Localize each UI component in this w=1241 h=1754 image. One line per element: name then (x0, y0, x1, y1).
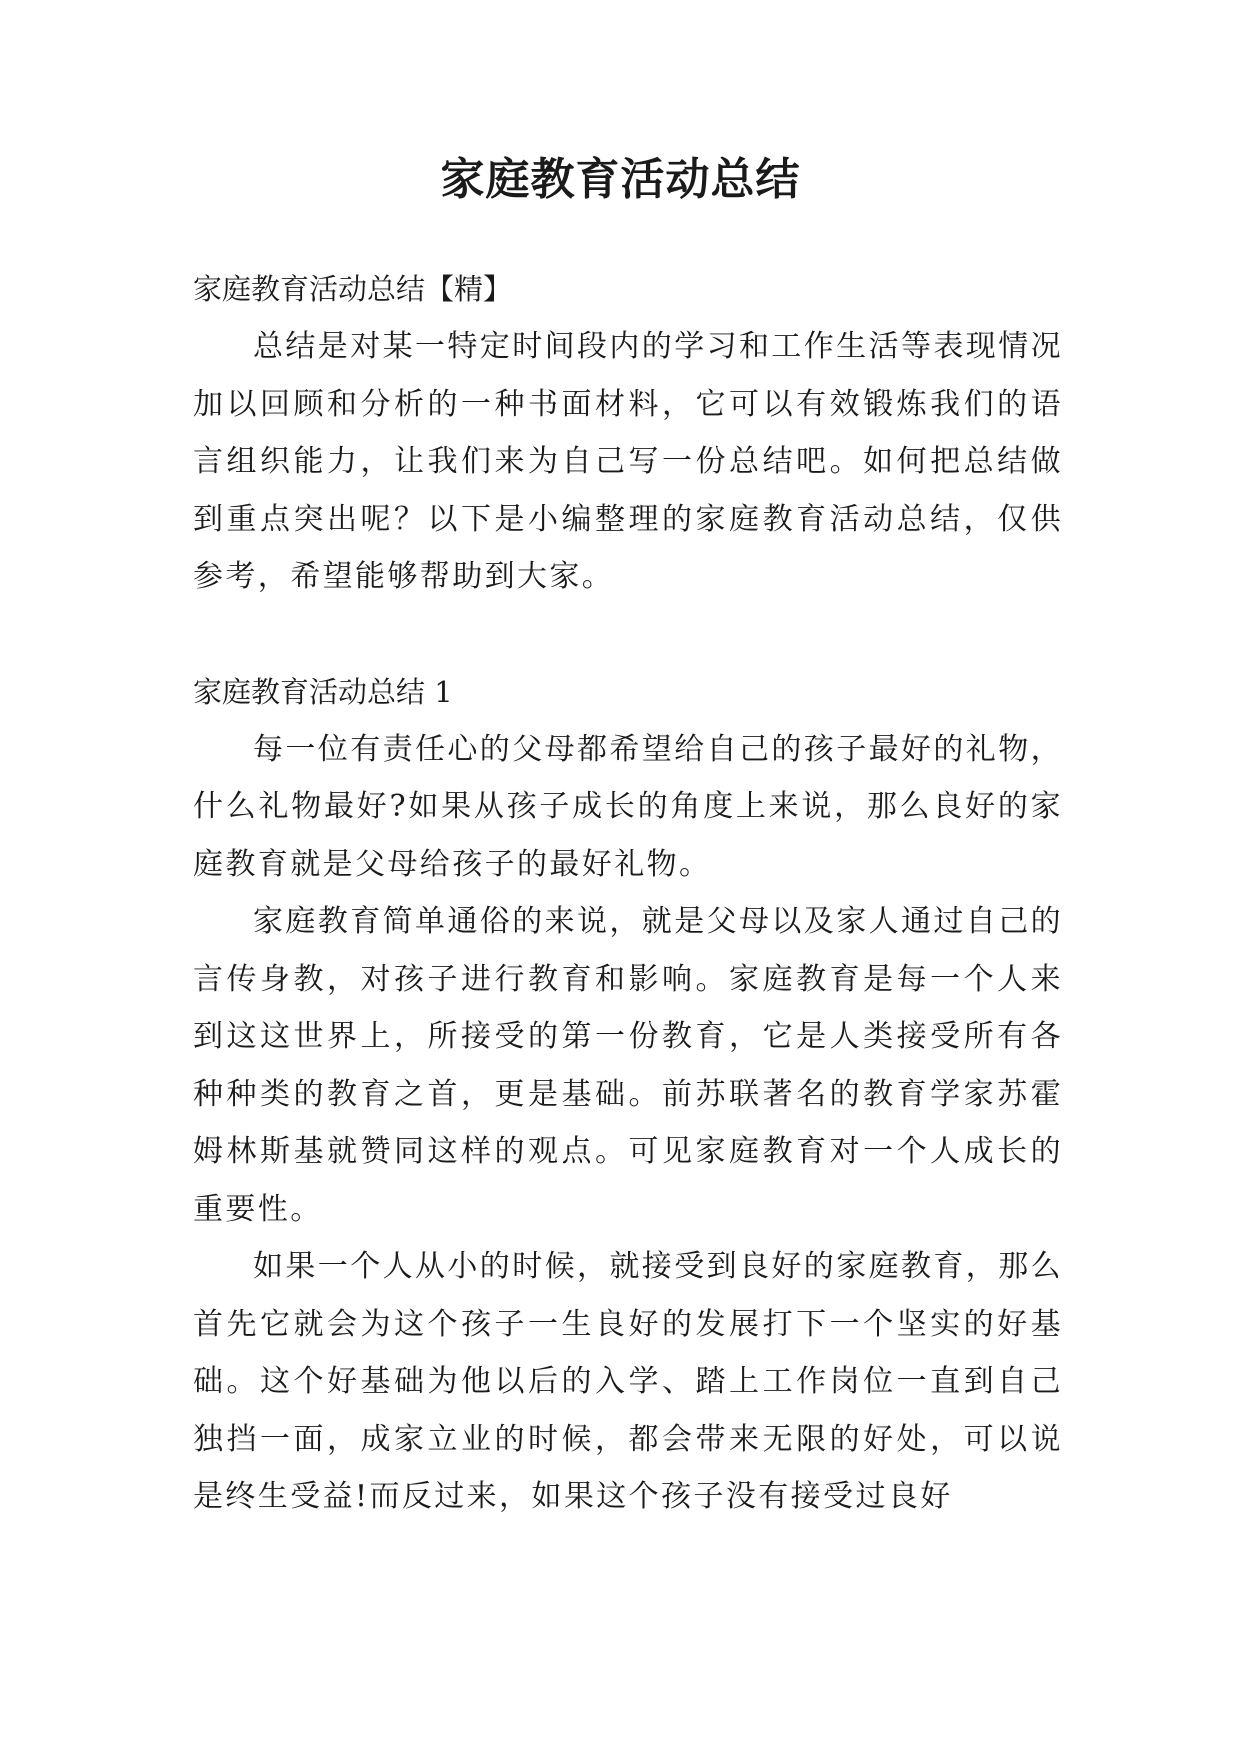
section-1-heading: 家庭教育活动总结 1 (193, 674, 453, 709)
intro-paragraph: 总结是对某一特定时间段内的学习和工作生活等表现情况加以回顾和分析的一种书面材料，它可以有效锻炼我们的语言组织能力，让我们来为自己写一份总结吧。如何把总结做到重点突出呢？以下是小编整理的家庭教育活动总结，仅供参考，希望能够帮助到大家。 (193, 329, 1063, 594)
document-body (193, 260, 1063, 1526)
section-1-paragraph-3: 如果一个人从小的时候，就接受到良好的家庭教育，那么首先它就会为这个孩子一生良好的发展打下一个坚实的好基础。这个好基础为他以后的入学、踏上工作岗位一直到自己独挡一面，成家立业的时候，都会带来无限的好处，可以说是终生受益!而反过来，如果这个孩子没有接受过良好 (193, 1249, 1063, 1514)
section-1-paragraph-2: 家庭教育简单通俗的来说，就是父母以及家人通过自己的言传身教，对孩子进行教育和影响。家庭教育是每一个人来到这这世界上，所接受的第一份教育，它是人类接受所有各种种类的教育之首，更是基础。前苏联著名的教育学家苏霍姆林斯基就赞同这样的观点。可见家庭教育对一个人成长的重要性。 (193, 904, 1063, 1227)
section-spacer (193, 606, 1063, 663)
intro-heading: 家庭教育活动总结【精】 (193, 272, 513, 306)
document-title: 家庭教育活动总结 (440, 154, 801, 205)
section-1-paragraph-1: 每一位有责任心的父母都希望给自己的孩子最好的礼物，什么礼物最好?如果从孩子成长的角度上来说，那么良好的家庭教育就是父母给孩子的最好礼物。 (193, 731, 1063, 882)
